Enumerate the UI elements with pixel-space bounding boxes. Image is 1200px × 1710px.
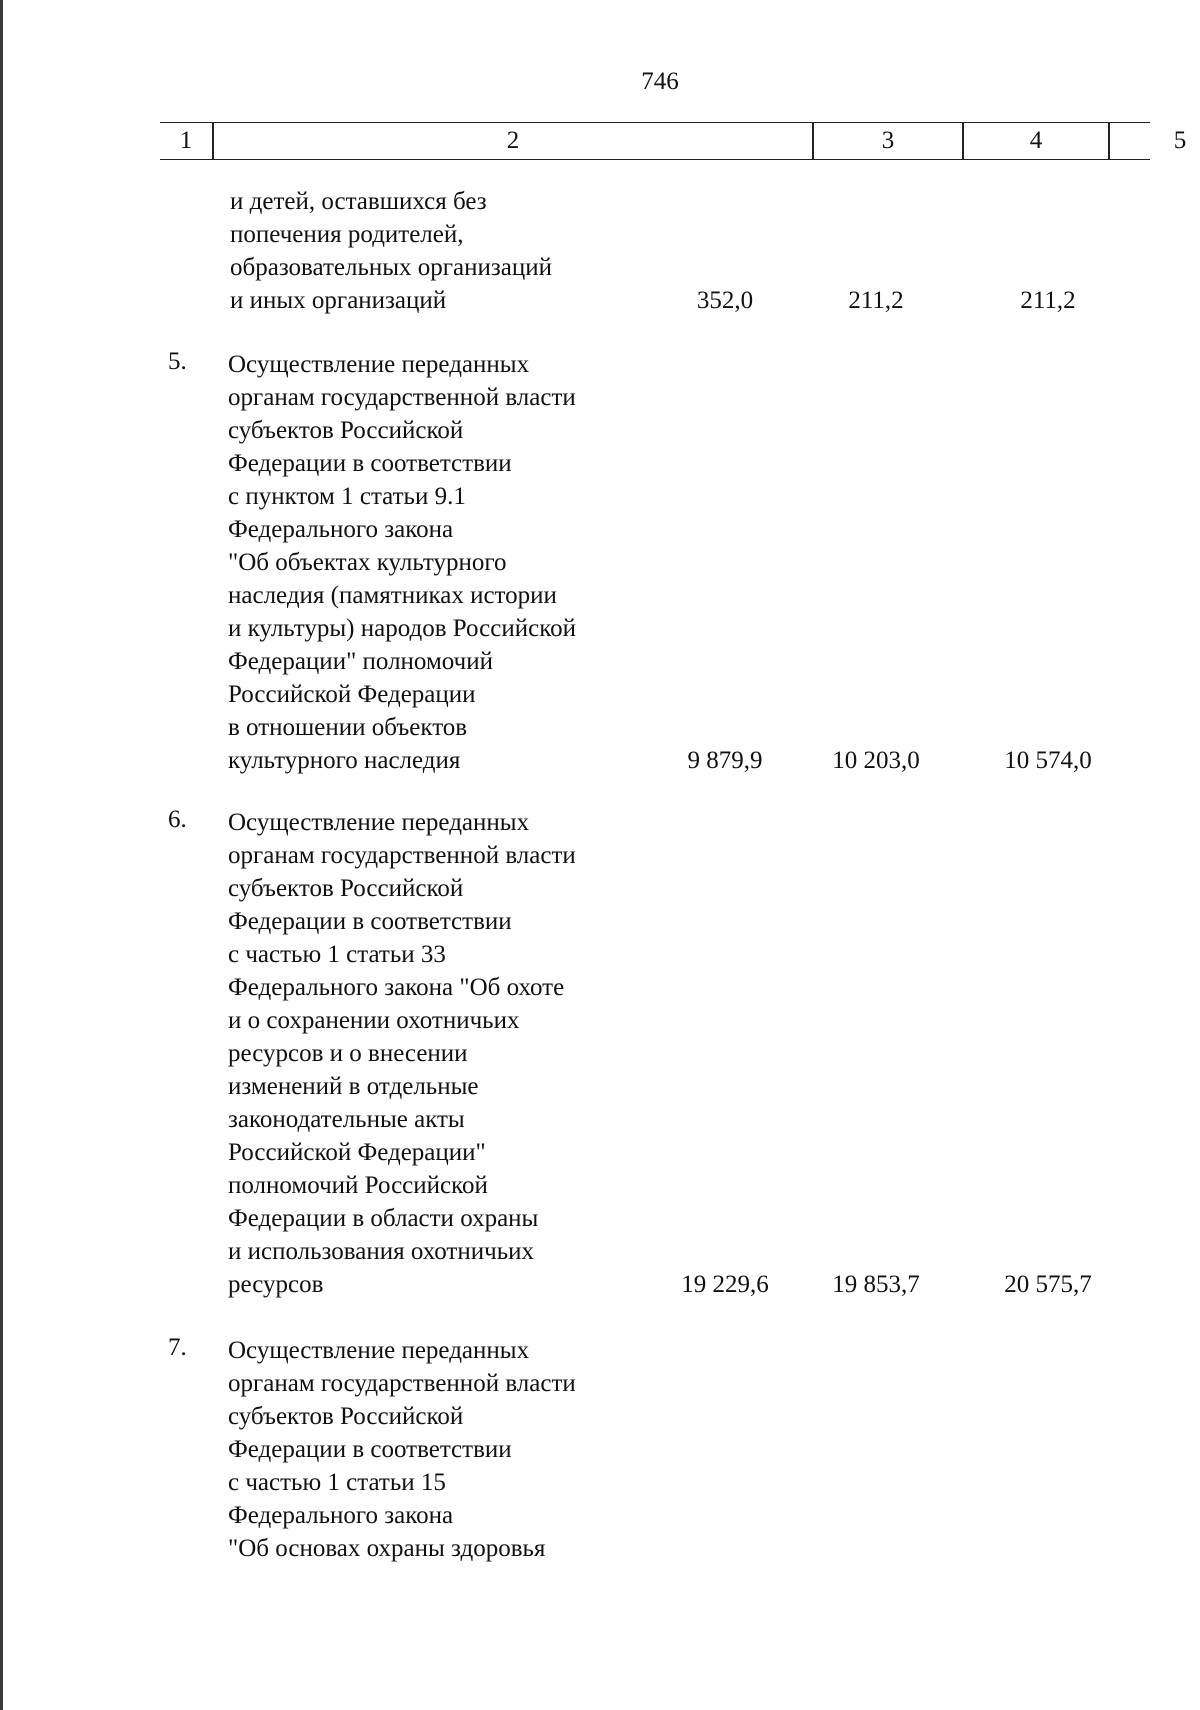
value-col-3: 9 879,9 (687, 747, 763, 774)
row-text-line: Федерации в области охраны (228, 1205, 539, 1232)
row-text-line: органам государственной власти (228, 384, 576, 411)
value-col-5: 10 574,0 (1004, 747, 1092, 774)
row-text-line: полномочий Российской (228, 1172, 488, 1199)
header-col-2: 2 (506, 127, 520, 154)
row-text-line: субъектов Российской (228, 1403, 464, 1430)
row-text-line: и культуры) народов Российской (228, 615, 576, 642)
row-text-line: ресурсов и о внесении (228, 1040, 468, 1067)
row-text-line: в отношении объектов (228, 714, 468, 741)
row-text-line: с пунктом 1 статьи 9.1 (228, 483, 466, 510)
row-text-line: Российской Федерации (228, 681, 476, 708)
row-number: 5. (168, 348, 187, 375)
value-col-5: 20 575,7 (1004, 1271, 1092, 1298)
row-text-line: субъектов Российской (228, 875, 464, 902)
header-col-3: 3 (881, 127, 895, 154)
value-col-4: 10 203,0 (832, 747, 920, 774)
scan-edge (0, 0, 3, 1710)
row-text-line: ресурсов (228, 1271, 324, 1298)
row-text-line: с частью 1 статьи 33 (228, 941, 446, 968)
page-number: 746 (641, 68, 679, 95)
row-text-line: Федерального закона (228, 1502, 454, 1529)
row-text-line: и иных организаций (230, 287, 447, 314)
row-text-line: попечения родителей, (230, 221, 464, 248)
row-text-line: изменений в отдельные (228, 1073, 479, 1100)
table-header (160, 122, 1187, 160)
header-col-4: 4 (1029, 127, 1043, 154)
row-text-line: Федерации в соответствии (228, 450, 512, 477)
row-number: 7. (168, 1334, 187, 1361)
row-text-line: образовательных организаций (230, 254, 553, 281)
row-text-line: Федерального закона "Об охоте (228, 974, 565, 1001)
row-description (228, 348, 648, 777)
row-text-line: Федерации" полномочий (228, 648, 493, 675)
value-col-4: 211,2 (848, 287, 904, 314)
row-number: 6. (168, 806, 187, 833)
header-col-5: 5 (1173, 127, 1187, 154)
value-col-3: 352,0 (696, 287, 754, 314)
row-text-line: "Об основах охраны здоровья (228, 1535, 546, 1562)
row-text-line: субъектов Российской (228, 417, 464, 444)
row-text-line: наследия (памятниках истории (228, 582, 557, 609)
row-text-line: Российской Федерации" (228, 1139, 486, 1166)
row-description (230, 185, 650, 317)
value-col-3: 19 229,6 (681, 1271, 769, 1298)
row-text-line: Осуществление переданных (228, 809, 530, 836)
row-description (228, 1334, 648, 1565)
row-text-line: Осуществление переданных (228, 351, 530, 378)
row-text-line: с частью 1 статьи 15 (228, 1469, 446, 1496)
row-text-line: органам государственной власти (228, 842, 576, 869)
row-text-line: Осуществление переданных (228, 1337, 530, 1364)
row-text-line: и детей, оставшихся без (230, 188, 487, 215)
value-col-5: 211,2 (1020, 287, 1076, 314)
value-col-4: 19 853,7 (832, 1271, 920, 1298)
row-description (228, 806, 648, 1301)
row-text-line: культурного наследия (228, 747, 461, 774)
row-text-line: Федерации в соответствии (228, 1436, 512, 1463)
header-col-1: 1 (179, 127, 193, 154)
row-text-line: "Об объектах культурного (228, 549, 507, 576)
row-text-line: Федерации в соответствии (228, 908, 512, 935)
row-text-line: Федерального закона (228, 516, 454, 543)
row-text-line: и о сохранении охотничьих (228, 1007, 520, 1034)
row-text-line: законодательные акты (228, 1106, 465, 1133)
row-text-line: и использования охотничьих (228, 1238, 534, 1265)
row-text-line: органам государственной власти (228, 1370, 576, 1397)
